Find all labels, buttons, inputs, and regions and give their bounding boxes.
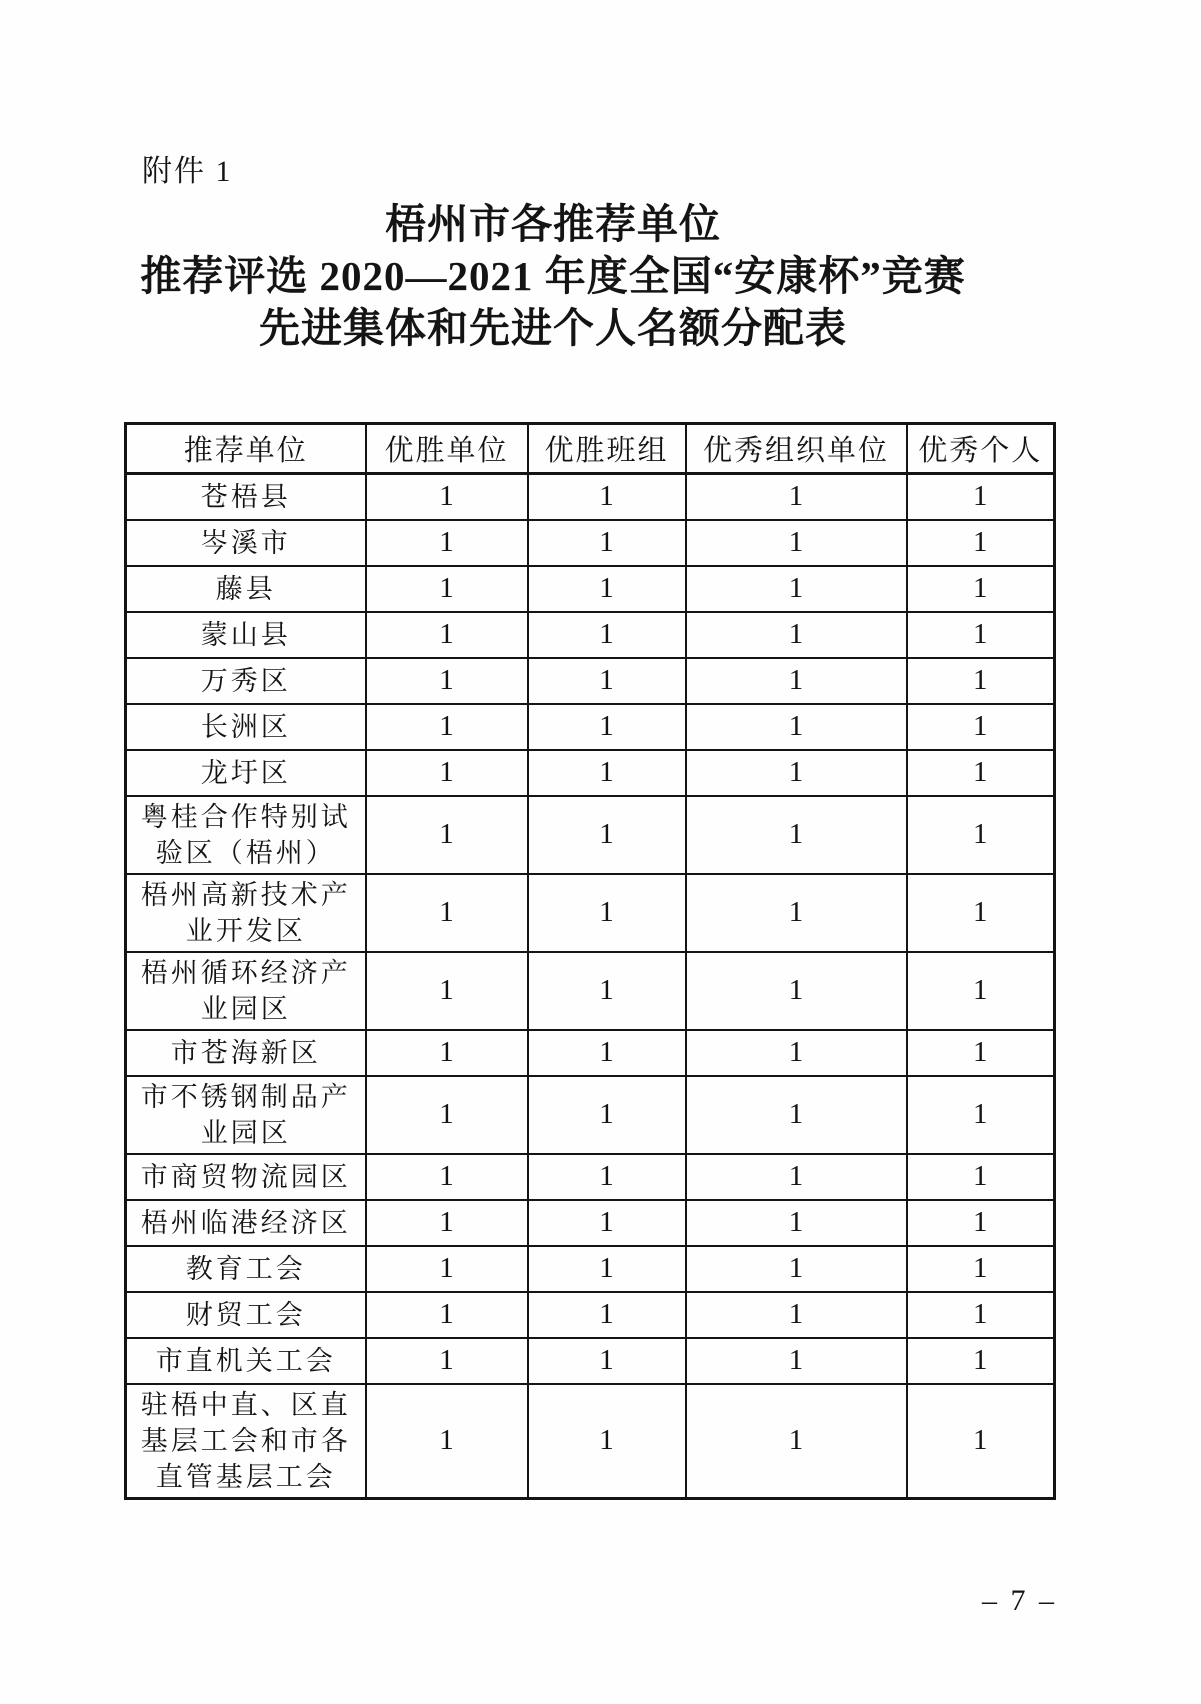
unit-cell: 市不锈钢制品产业园区 <box>126 1076 366 1154</box>
quota-cell: 1 <box>907 1076 1055 1154</box>
quota-cell: 1 <box>528 704 686 750</box>
quota-cell: 1 <box>686 1076 907 1154</box>
quota-cell: 1 <box>366 1292 528 1338</box>
table-row <box>126 566 1055 612</box>
quota-cell: 1 <box>366 1200 528 1246</box>
quota-cell: 1 <box>686 1384 907 1499</box>
table-row <box>126 1076 1055 1154</box>
table-row <box>126 1030 1055 1076</box>
quota-cell: 1 <box>686 1154 907 1200</box>
quota-cell: 1 <box>528 658 686 704</box>
unit-cell: 市商贸物流园区 <box>126 1154 366 1200</box>
quota-cell: 1 <box>907 612 1055 658</box>
quota-cell: 1 <box>907 1338 1055 1384</box>
column-header-excellent-individual: 优秀个人 <box>907 424 1055 474</box>
quota-cell: 1 <box>366 474 528 520</box>
quota-cell: 1 <box>907 750 1055 796</box>
quota-cell: 1 <box>528 750 686 796</box>
quota-cell: 1 <box>528 1338 686 1384</box>
unit-cell: 藤县 <box>126 566 366 612</box>
unit-cell: 龙圩区 <box>126 750 366 796</box>
quota-cell: 1 <box>366 796 528 874</box>
quota-cell: 1 <box>528 874 686 952</box>
quota-cell: 1 <box>366 1154 528 1200</box>
quota-cell: 1 <box>907 566 1055 612</box>
quota-cell: 1 <box>907 704 1055 750</box>
title-line-1: 梧州市各推荐单位 <box>385 201 721 247</box>
unit-cell: 梧州循环经济产业园区 <box>126 952 366 1030</box>
quota-cell: 1 <box>907 874 1055 952</box>
quota-cell: 1 <box>686 1338 907 1384</box>
quota-cell: 1 <box>366 1030 528 1076</box>
quota-cell: 1 <box>907 1030 1055 1076</box>
table-row <box>126 520 1055 566</box>
quota-cell: 1 <box>907 952 1055 1030</box>
document-title <box>0 198 1106 354</box>
quota-cell: 1 <box>528 566 686 612</box>
table-row <box>126 1384 1055 1499</box>
quota-cell: 1 <box>686 566 907 612</box>
quota-cell: 1 <box>907 1200 1055 1246</box>
title-line-3: 先进集体和先进个人名额分配表 <box>259 305 847 351</box>
unit-cell: 梧州高新技术产业开发区 <box>126 874 366 952</box>
table-row <box>126 704 1055 750</box>
column-header-winning-team: 优胜班组 <box>528 424 686 474</box>
quota-cell: 1 <box>686 474 907 520</box>
unit-cell: 岑溪市 <box>126 520 366 566</box>
unit-cell: 市直机关工会 <box>126 1338 366 1384</box>
table-row <box>126 1338 1055 1384</box>
quota-cell: 1 <box>528 1292 686 1338</box>
quota-cell: 1 <box>686 1200 907 1246</box>
quota-cell: 1 <box>528 952 686 1030</box>
quota-cell: 1 <box>528 520 686 566</box>
unit-cell: 财贸工会 <box>126 1292 366 1338</box>
quota-cell: 1 <box>686 1030 907 1076</box>
quota-cell: 1 <box>907 1292 1055 1338</box>
quota-cell: 1 <box>528 1154 686 1200</box>
allocation-table <box>124 422 1056 1500</box>
quota-cell: 1 <box>686 1292 907 1338</box>
quota-cell: 1 <box>366 704 528 750</box>
allocation-table-body <box>126 474 1055 1499</box>
unit-cell: 梧州临港经济区 <box>126 1200 366 1246</box>
quota-cell: 1 <box>528 1384 686 1499</box>
quota-cell: 1 <box>686 952 907 1030</box>
unit-cell: 粤桂合作特别试验区（梧州） <box>126 796 366 874</box>
quota-cell: 1 <box>366 566 528 612</box>
quota-cell: 1 <box>366 520 528 566</box>
header-row <box>126 424 1055 474</box>
column-header-recommending-unit: 推荐单位 <box>126 424 366 474</box>
quota-cell: 1 <box>686 704 907 750</box>
quota-cell: 1 <box>686 1246 907 1292</box>
quota-cell: 1 <box>366 1246 528 1292</box>
quota-cell: 1 <box>686 874 907 952</box>
page-number: – 7 – <box>982 1584 1057 1617</box>
table-row <box>126 1292 1055 1338</box>
quota-cell: 1 <box>907 474 1055 520</box>
title-line-2: 推荐评选 2020—2021 年度全国“安康杯”竞赛 <box>140 253 966 299</box>
table-row <box>126 612 1055 658</box>
table-row <box>126 474 1055 520</box>
unit-cell: 驻梧中直、区直基层工会和市各直管基层工会 <box>126 1384 366 1499</box>
quota-cell: 1 <box>528 796 686 874</box>
quota-cell: 1 <box>528 1200 686 1246</box>
quota-cell: 1 <box>528 1076 686 1154</box>
quota-cell: 1 <box>366 1338 528 1384</box>
unit-cell: 市苍海新区 <box>126 1030 366 1076</box>
table-row <box>126 874 1055 952</box>
quota-cell: 1 <box>366 658 528 704</box>
quota-cell: 1 <box>686 796 907 874</box>
attachment-label: 附件 1 <box>142 155 233 188</box>
quota-cell: 1 <box>366 750 528 796</box>
table-row <box>126 796 1055 874</box>
quota-cell: 1 <box>366 1076 528 1154</box>
quota-cell: 1 <box>686 612 907 658</box>
quota-cell: 1 <box>366 874 528 952</box>
quota-cell: 1 <box>366 1384 528 1499</box>
unit-cell: 教育工会 <box>126 1246 366 1292</box>
column-header-excellent-organizing-unit: 优秀组织单位 <box>686 424 907 474</box>
quota-cell: 1 <box>528 612 686 658</box>
quota-cell: 1 <box>686 658 907 704</box>
quota-cell: 1 <box>528 474 686 520</box>
quota-cell: 1 <box>907 520 1055 566</box>
quota-cell: 1 <box>366 612 528 658</box>
quota-cell: 1 <box>528 1030 686 1076</box>
unit-cell: 苍梧县 <box>126 474 366 520</box>
table-row <box>126 658 1055 704</box>
table-row <box>126 1200 1055 1246</box>
quota-cell: 1 <box>907 796 1055 874</box>
quota-cell: 1 <box>366 952 528 1030</box>
unit-cell: 蒙山县 <box>126 612 366 658</box>
quota-cell: 1 <box>907 1384 1055 1499</box>
unit-cell: 万秀区 <box>126 658 366 704</box>
quota-cell: 1 <box>907 1154 1055 1200</box>
table-row <box>126 1246 1055 1292</box>
unit-cell: 长洲区 <box>126 704 366 750</box>
quota-cell: 1 <box>907 658 1055 704</box>
column-header-winning-unit: 优胜单位 <box>366 424 528 474</box>
quota-cell: 1 <box>907 1246 1055 1292</box>
quota-cell: 1 <box>686 520 907 566</box>
table-row <box>126 1154 1055 1200</box>
table-row <box>126 750 1055 796</box>
quota-cell: 1 <box>686 750 907 796</box>
table-row <box>126 952 1055 1030</box>
quota-cell: 1 <box>528 1246 686 1292</box>
